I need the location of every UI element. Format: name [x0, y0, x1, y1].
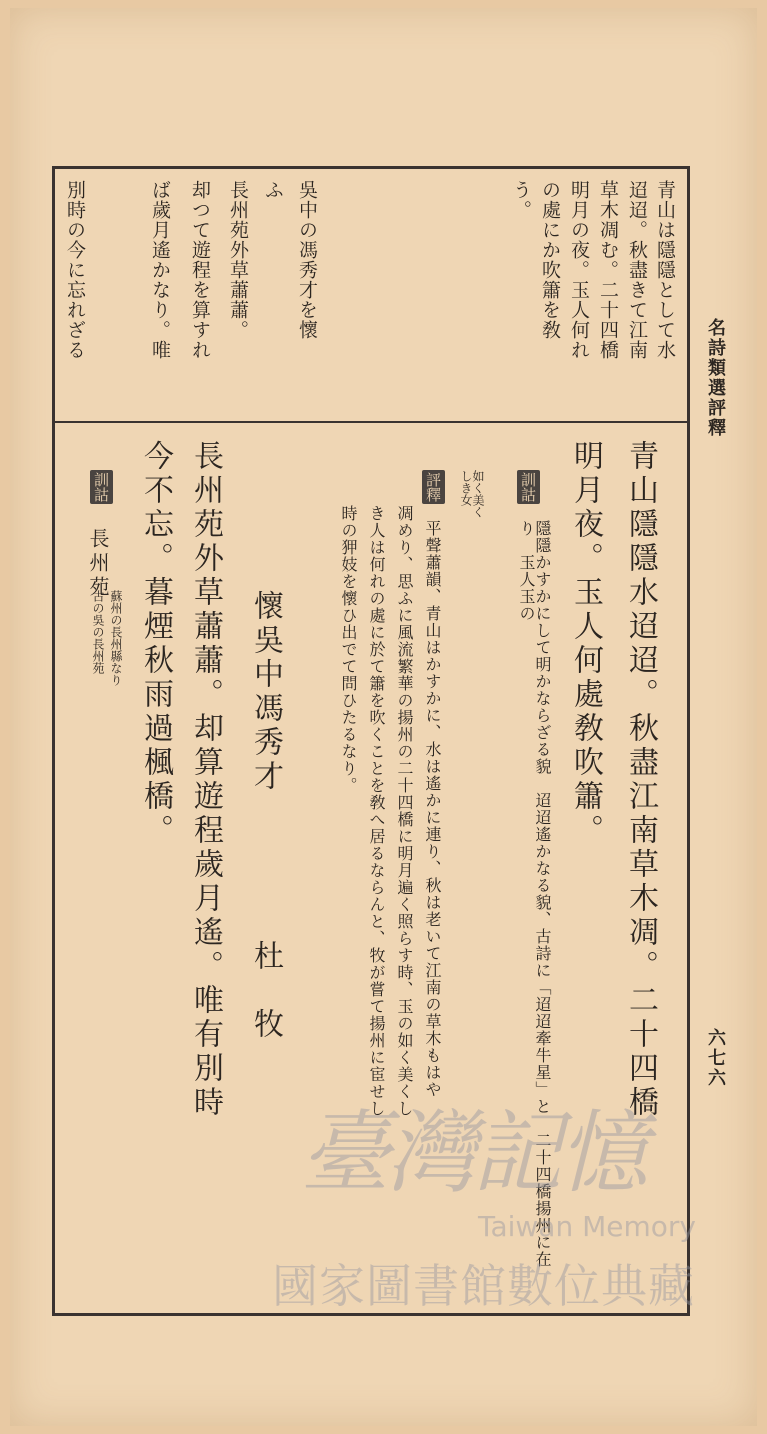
upper-column: 却つて遊程を算すれ — [189, 180, 211, 360]
kunko1-badge: 訓詁 — [517, 470, 540, 504]
hyoshaku-line2: 凋めり、思ふに風流繁華の揚州の二十四橋に明月遍く照らす時、玉の如く美くし — [395, 505, 414, 1117]
poem1-line2: 明月夜。玉人何處敎吹簫。 — [568, 440, 603, 848]
hyoshaku-line3: き人は何れの處に於て簫を吹くことを敎へ居るならんと、牧が嘗て揚州に宦せし — [367, 505, 386, 1117]
running-head: 名詩類選評釋 — [705, 318, 726, 438]
hyoshaku-line1: 平聲蕭韻、青山はかすかに、水は遙かに連り、秋は老いて江南の草木もはや — [423, 520, 442, 1098]
poem2-line1: 長州苑外草蕭蕭。却算遊程歲月遙。唯有別時 — [188, 440, 223, 1120]
upper-column: 明月の夜。玉人何れ — [568, 180, 590, 360]
section-divider — [52, 421, 690, 423]
kunko1-text: 隱隱かすかにして明かならざる貌 迢迢遙かなる貌、古詩に「迢迢牽牛星」と 二十四橋揚州に在り 玉人玉の — [517, 520, 552, 1268]
kunko2-badge: 訓詁 — [90, 470, 113, 504]
watermark-library: 國家圖書館數位典藏 — [272, 1259, 695, 1313]
hyoshaku-badge: 評釋 — [422, 470, 445, 504]
kunko1-pre-note: 如く美く しき女 — [459, 470, 485, 518]
kunko2-text: 長州苑 — [86, 528, 110, 600]
upper-column: ふ — [262, 180, 284, 200]
kunko2-note2: 古の吳の長州苑 — [91, 590, 105, 674]
upper-column: 青山は隱隱として水 — [654, 180, 676, 360]
kunko2-note1: 蘇州の長州縣なり — [109, 590, 123, 686]
poem2-title: 懷吳中馮秀才 — [248, 590, 283, 794]
upper-column: 迢迢。秋盡きて江南 — [626, 180, 648, 360]
upper-column: 別時の今に忘れざる — [64, 180, 86, 360]
poem2-line2: 今不忘。暮煙秋雨過楓橋。 — [138, 440, 173, 848]
hyoshaku-block — [422, 470, 445, 504]
watermark-script: 臺灣記憶 — [300, 1101, 644, 1206]
upper-column: 草木凋む。二十四橋 — [597, 180, 619, 360]
upper-column: う。 — [510, 180, 532, 220]
watermark-latin: Taiwan Memory — [478, 1210, 696, 1243]
kunko2-block — [90, 470, 113, 504]
hyoshaku-line4: 時の狎妓を懷ひ出でて問ひたるなり。 — [339, 505, 358, 794]
poem1-line1: 青山隱隱水迢迢。秋盡江南草木凋。二十四橋 — [623, 440, 658, 1120]
upper-column: 長州苑外草蕭蕭。 — [227, 180, 249, 340]
page-number: 六七六 — [705, 1028, 726, 1088]
upper-column: の處にか吹簫を敎 — [539, 180, 561, 340]
poem2-author: 杜 牧 — [248, 940, 283, 1042]
upper-column: ば歲月遙かなり。唯 — [149, 180, 171, 360]
kunko1-block — [517, 470, 540, 504]
upper-column: 吳中の馮秀才を懷 — [296, 180, 318, 340]
